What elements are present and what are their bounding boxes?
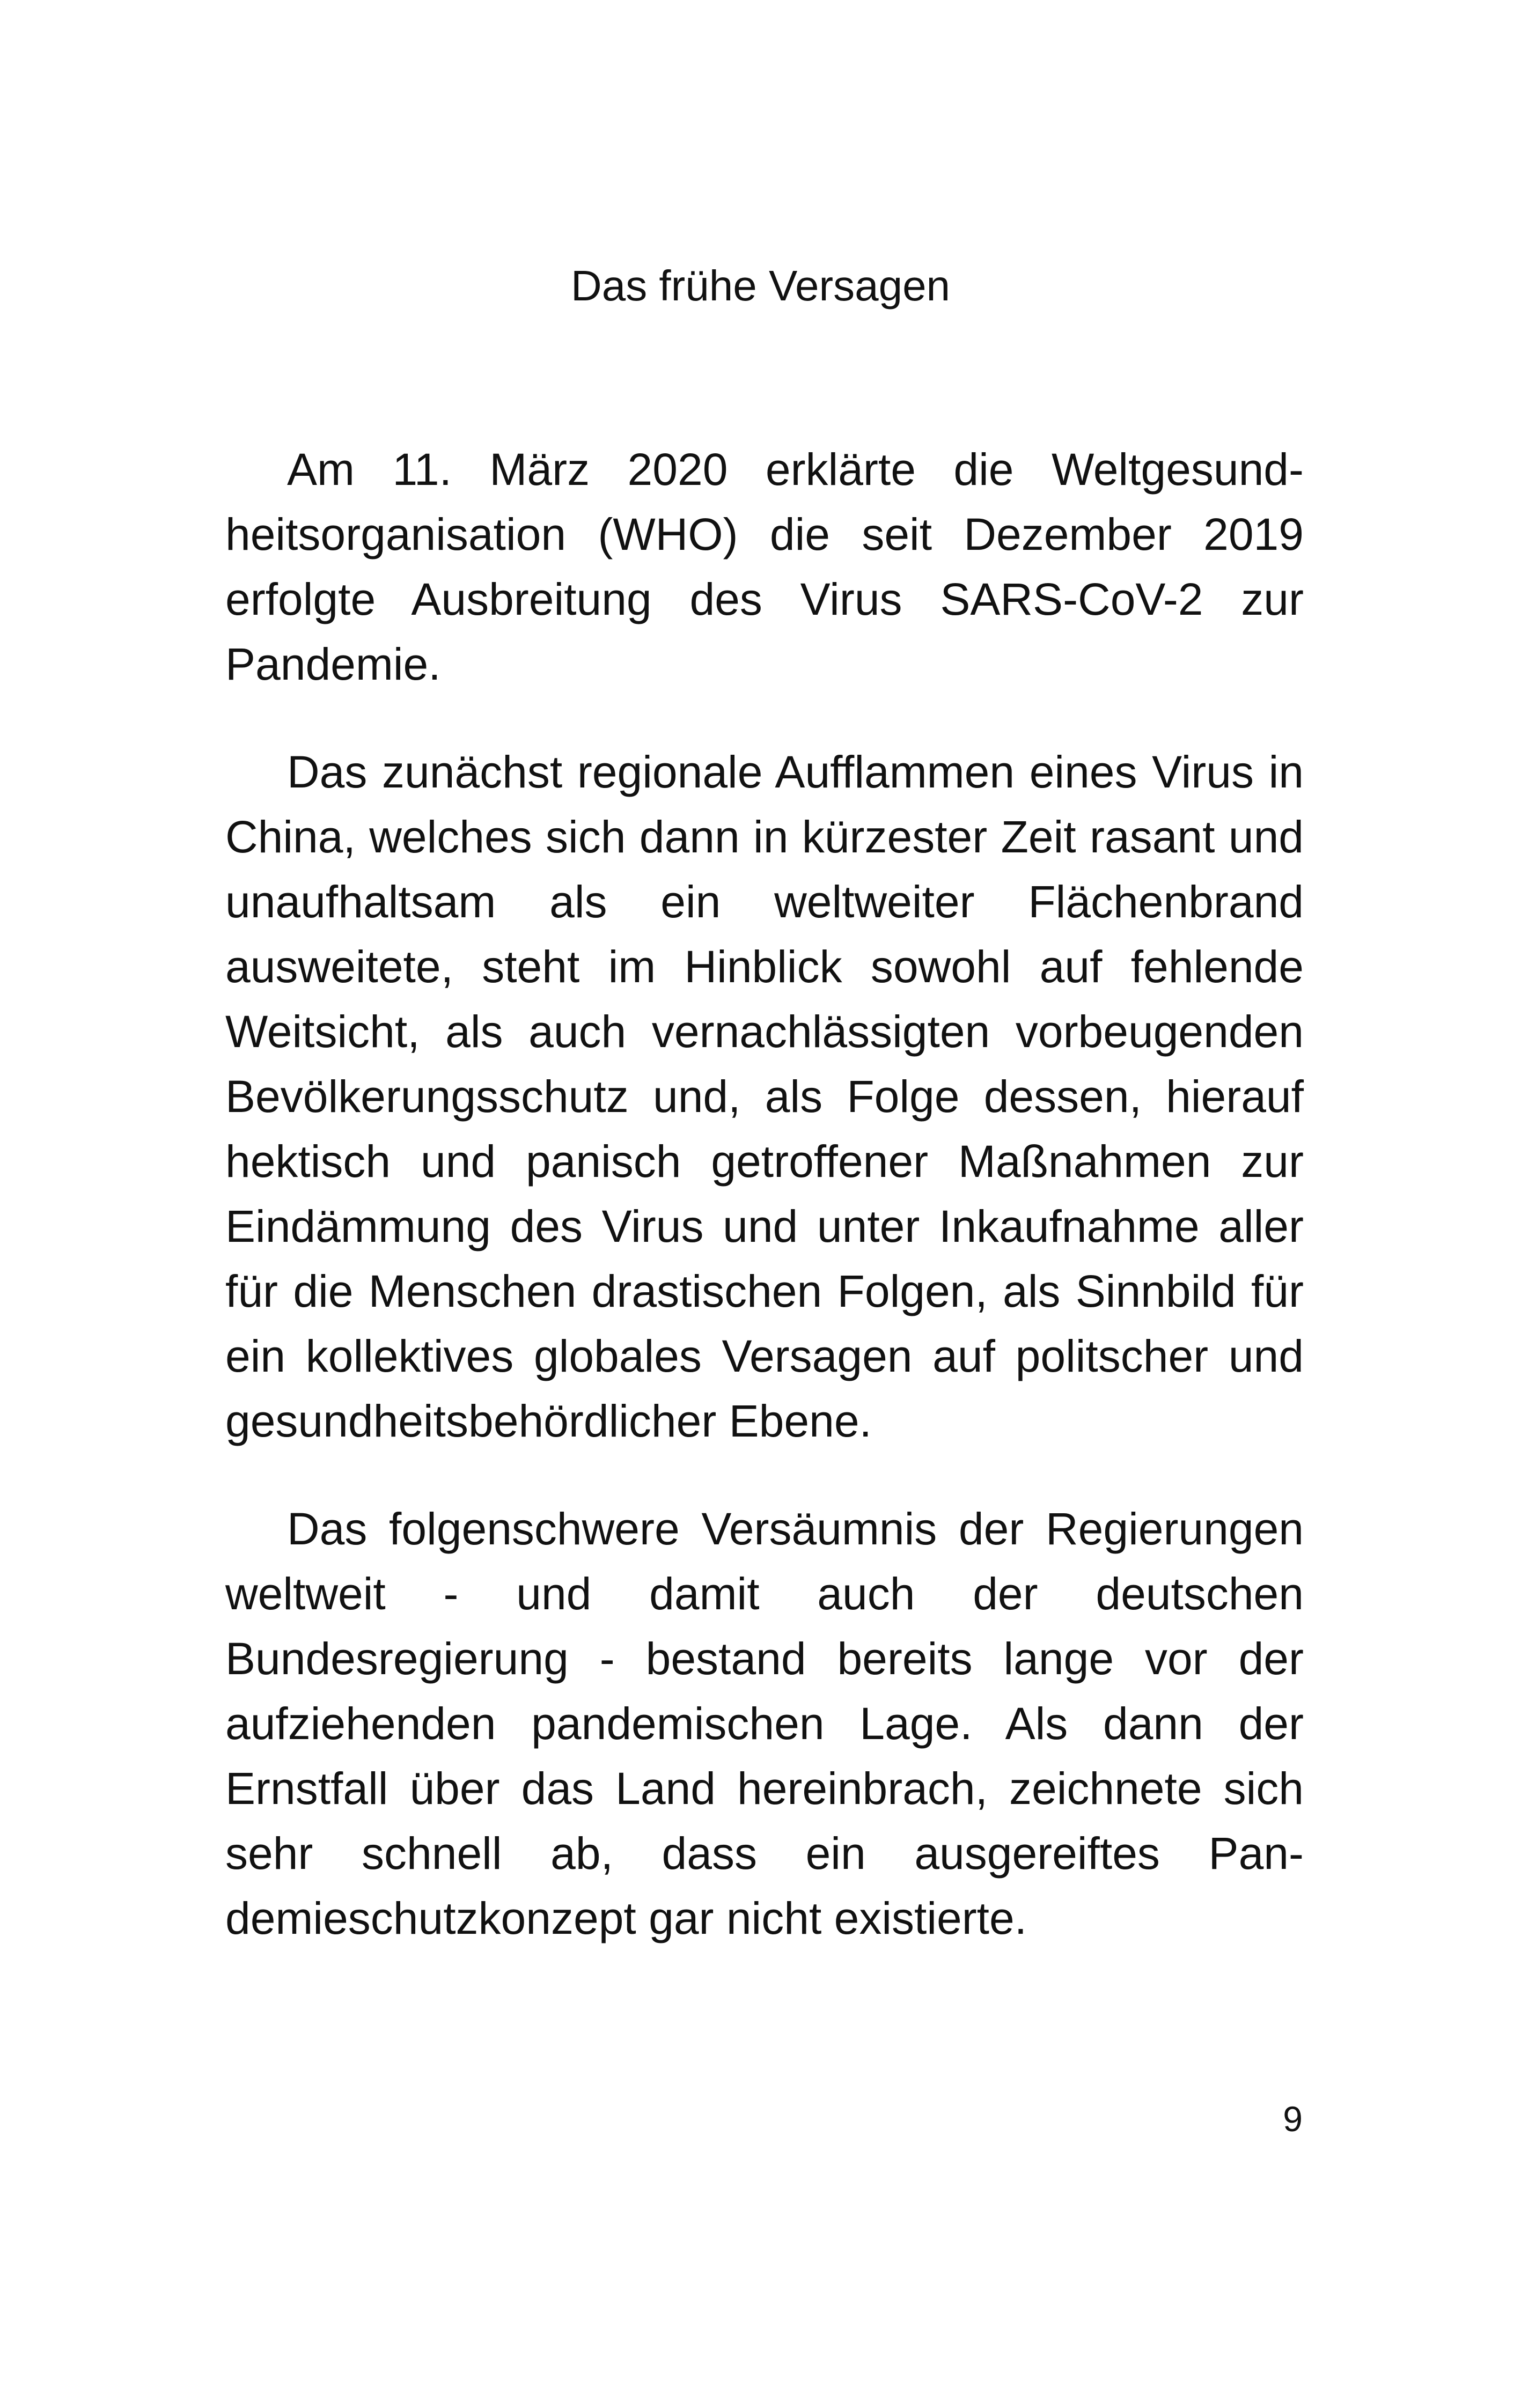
paragraph-1: Am 11. März 2020 erklärte die Weltgesundheitsorganisation (WHO) die seit Dezember 2019 erfolgte Ausbreitung des Virus SARS-CoV-2 zur Pandemie. [225, 444, 1304, 689]
page-number: 9 [1283, 2099, 1303, 2139]
paragraph-3: Das folgenschwere Versäumnis der Regierungen weltweit - und damit auch der deutschen Bundesregierung - bestand bereits lange vor der aufziehenden pandemischen Lage. Als dann der Ernstfall über das Land hereinbrach, zeichnete sich sehr schnell ab, dass ein ausgereiftes Pandemieschutzkonzept gar nicht existierte. [225, 1504, 1304, 1943]
chapter-heading: Das frühe Versagen [570, 262, 951, 310]
paragraph-2: Das zunächst regionale Aufflammen eines Virus in China, welches sich dann in kürzester Zeit rasant und unaufhaltsam als ein weltweiter Flächenbrand ausweitete, steht im Hinblick sowohl auf fehlende Weitsicht, als auch vernachlässigten vorbeugenden Bevölkerungsschutz und, als Folge dessen, hierauf hektisch und panisch getroffener Maßnahmen zur Eindämmung des Virus und unter Inkaufnahme aller für die Menschen drastischen Folgen, als Sinnbild für ein kollektives globales Versagen auf politscher und gesundheitsbehördlicher Ebene. [225, 747, 1304, 1446]
body-text [225, 437, 1304, 1994]
